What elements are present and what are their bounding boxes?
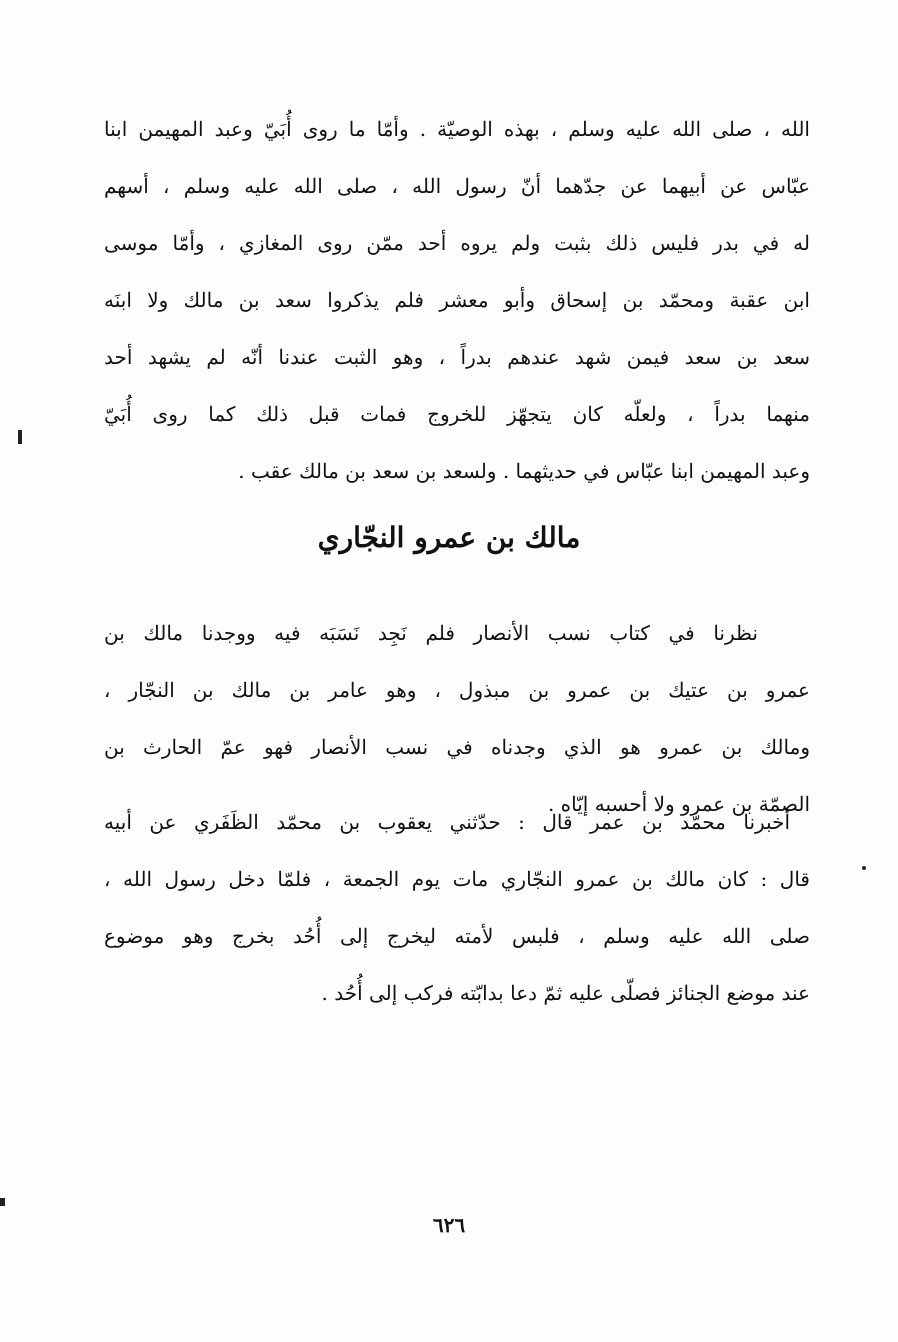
page-number: ٦٢٦ [432,1213,466,1237]
text-line: عمرو بن عتيك بن عمرو بن مبذول ، وهو عامر بن مالك بن النجّار ، [104,678,810,702]
paragraph-3 [104,794,810,1022]
section-heading: مالك بن عمرو النجّاري [317,521,581,554]
text-line: نظرنا في كتاب نسب الأنصار فلم نَجِد نَسَبَه فيه ووجدنا مالك بن [104,621,758,645]
text-line: عبّاس عن أبيهما عن جدّهما أنّ رسول الله ، صلى الله عليه وسلم ، أسهم [104,174,810,198]
text-line: قال : كان مالك بن عمرو النجّاري مات يوم الجمعة ، فلمّا دخل رسول الله ، [104,867,810,891]
paragraph-1 [104,101,810,500]
text-line: منهما بدراً ، ولعلّه كان يتجهّز للخروج فمات قبل ذلك كما روى أُبَيّ [104,402,810,426]
text-line: سعد بن سعد فيمن شهد عندهم بدراً ، وهو الثبت عندنا أنّه لم يشهد أحد [104,345,810,369]
text-line: له في بدر فليس ذلك بثبت ولم يروه أحد ممّن روى المغازي ، وأمّا موسى [104,231,810,255]
text-line: ومالك بن عمرو هو الذي وجدناه في نسب الأنصار فهو عمّ الحارث بن [104,735,810,759]
text-line: وعبد المهيمن ابنا عبّاس في حديثهما . ولسعد بن سعد بن مالك عقب . [238,459,810,483]
scan-mark [862,866,866,870]
scan-mark [18,430,22,444]
text-line: الصمّة بن عمرو ولا أحسبه إيّاه . [547,792,810,816]
text-line: عند موضع الجنائز فصلّى عليه ثمّ دعا بدابّته فركب إلى أُحُد . [321,981,810,1005]
text-line: أخبرنا محمّد بن عمر قال : حدّثني يعقوب بن محمّد الظَفَري عن أبيه [104,810,790,834]
scan-mark [0,1198,5,1206]
text-line: صلى الله عليه وسلم ، فلبس لأمته ليخرج إلى أُحُد بخرج وهو موضوع [104,924,810,948]
text-line: الله ، صلى الله عليه وسلم ، بهذه الوصيّة . وأمّا ما روى أُبَيّ وعبد المهيمن ابنا [104,117,810,141]
text-line: ابن عقبة ومحمّد بن إسحاق وأبو معشر فلم يذكروا سعد بن مالك ولا ابنَه [104,288,810,312]
